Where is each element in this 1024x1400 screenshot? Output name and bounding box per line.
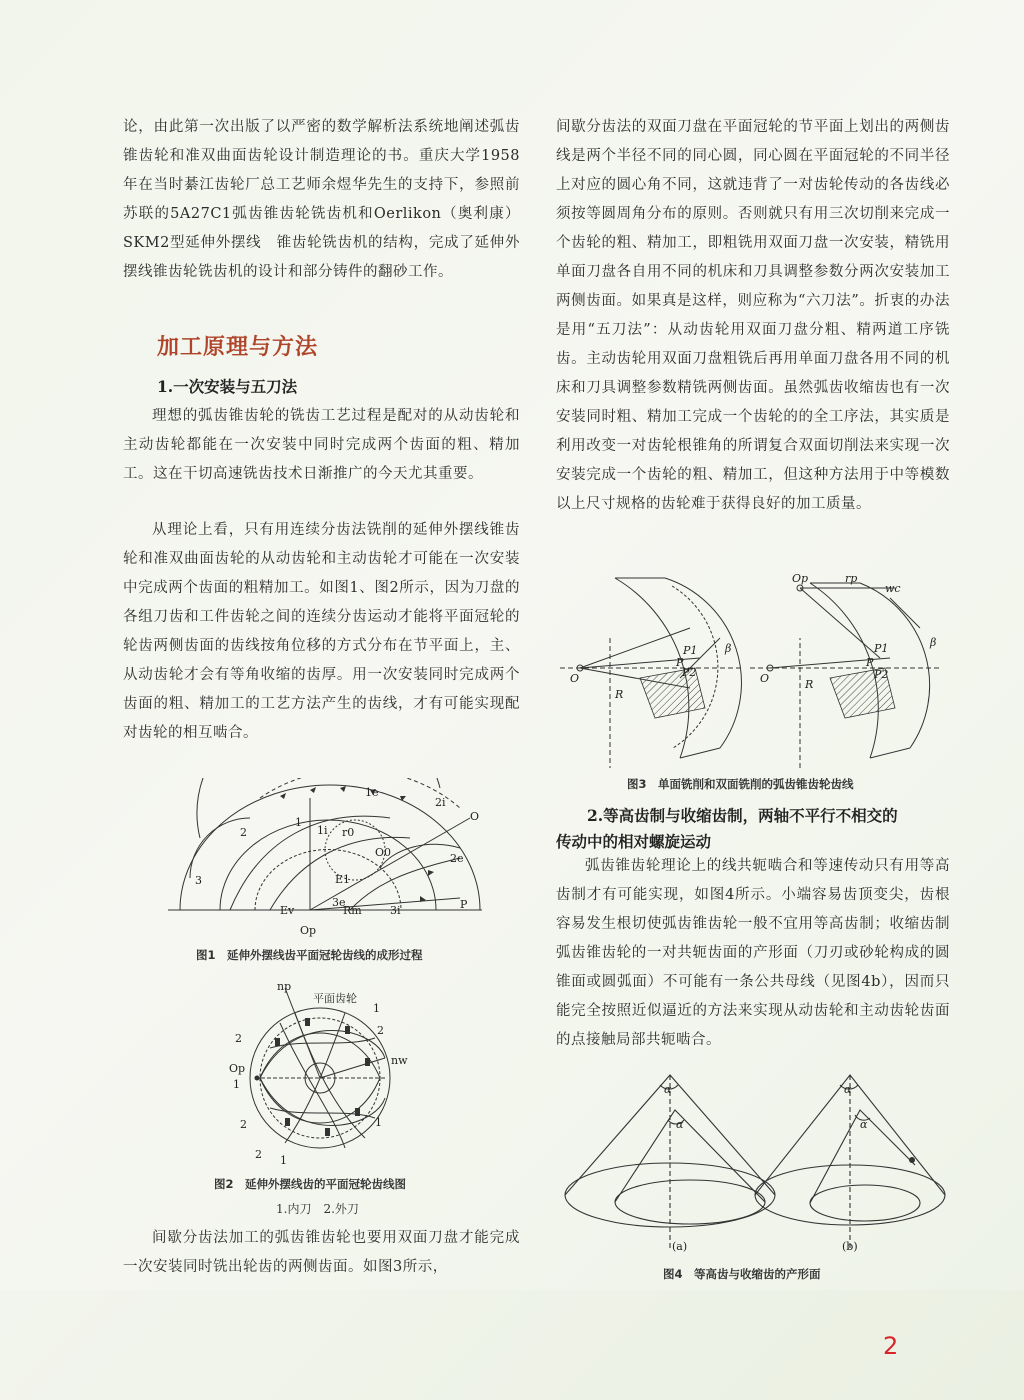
fig2-label: 2 (240, 1118, 247, 1131)
fig3-label: R (615, 688, 624, 701)
fig2-label: 1 (373, 1002, 380, 1015)
fig1-label: 3 (195, 874, 202, 887)
fig2-label: 1 (280, 1154, 287, 1167)
fig3-label: Op (792, 572, 809, 585)
figure-3-caption: 图3 单面铣削和双面铣削的弧齿锥齿轮齿线 (627, 777, 854, 791)
fig4-alpha: α (860, 1118, 868, 1131)
fig1-label: 1i (317, 824, 328, 837)
subsection-1-title: 1.一次安装与五刀法 (157, 377, 298, 396)
figure-4-caption: 图4 等高齿与收缩齿的产形面 (663, 1267, 821, 1281)
fig1-label: 1 (295, 816, 302, 829)
fig4-label-a: (a) (672, 1240, 688, 1253)
right-paragraph-1: 间歇分齿法的双面刀盘在平面冠轮的节平面上划出的两侧齿线是两个半径不同的同心圆，同心圆在平面冠轮的不同半径上对应的圆心角不同，这就违背了一对齿轮传动的各齿线必须按等圆周角分布的原则。否则就只有用三次切削来完成一个齿轮的粗、精加工，即粗铣用双面刀盘一次安装，精铣用单面刀盘各自用不同的机床和刀具调整参数分两次安装加工两侧齿面。如果真是这样，则应称为“六刀法”。折衷的办法是用“五刀法”：从动齿轮用双面刀盘分粗、精两道工序铣齿。主动齿轮用双面刀盘粗铣后再用单面刀盘各用不同的机床和刀具调整参数精铣两侧齿面。虽然弧齿收缩齿也有一次安装同时粗、精加工完成一个齿轮的的全工序法，其实质是利用改变一对齿轮根锥角的所谓复合双面切削法来实现一次安装完成一个齿轮的粗、精加工，但这种方法用于中等模数以上尺寸规格的齿轮难于获得良好的加工质量。 (556, 119, 950, 512)
figure-3-diagram (560, 568, 950, 768)
fig1-label: E1 (335, 873, 351, 886)
figure-4-diagram (560, 1060, 950, 1260)
section-title: 加工原理与方法 (157, 334, 319, 360)
figure-1-caption: 图1 延伸外摆线齿平面冠轮齿线的成形过程 (196, 948, 423, 962)
fig3-label: P1 (874, 642, 889, 655)
fig1-label: O (470, 810, 480, 823)
page-number: 2 (883, 1332, 899, 1360)
fig3-label: β (930, 636, 937, 649)
fig2-label: 2 (255, 1148, 262, 1161)
fig4-alpha: α (676, 1118, 684, 1131)
fig4-alpha: α (664, 1083, 672, 1096)
fig2-label: 平面齿轮 (313, 992, 357, 1005)
fig2-label: 2 (377, 1024, 384, 1037)
fig3-label: P2 (874, 668, 889, 681)
subsection-2-title-line-1: 2.等高齿制与收缩齿制，两轴不平行不相交的 (587, 806, 898, 825)
right-paragraph-2: 弧齿锥齿轮理论上的线共轭啮合和等速传动只有用等高齿制才有可能实现，如图4所示。小端容易齿顶变尖，齿根容易发生根切使弧齿锥齿轮一般不宜用等高齿制；收缩齿制弧齿锥齿轮的一对共轭齿面的产形面（刀刃或砂轮构成的圆锥面或圆弧面）不可能有一条公共母线（见图4b），因而只能完全按照近似逼近的方法来实现从动齿轮和主动齿轮齿面的点接触局部共轭啮合。 (556, 858, 950, 1048)
fig3-label: R (805, 678, 814, 691)
fig1-label: Ev (280, 904, 295, 917)
fig3-label: P1 (683, 644, 698, 657)
fig3-label: wc (885, 582, 901, 595)
figure-2-diagram (225, 978, 410, 1168)
fig1-label: 2e (450, 852, 464, 865)
fig2-label: 1 (233, 1078, 240, 1091)
left-paragraph-1: 理想的弧齿锥齿轮的铣齿工艺过程是配对的从动齿轮和主动齿轮都能在一次安装中同时完成两个齿面的粗、精加工。这在干切高速铣齿技术日渐推广的今天尤其重要。 (123, 408, 520, 482)
fig2-label: nw (391, 1054, 408, 1067)
fig3-label: β (725, 642, 732, 655)
fig2-label: 2 (235, 1032, 242, 1045)
fig3-label: O (760, 672, 770, 685)
fig1-label: P (460, 898, 468, 911)
fig1-label: Op (300, 924, 317, 937)
figure-2-caption: 图2 延伸外摆线齿的平面冠轮齿线图 (214, 1177, 406, 1191)
fig1-label: 3i (390, 904, 401, 917)
fig2-label: Op (229, 1062, 246, 1075)
figure-1-diagram (160, 778, 490, 938)
subsection-2-title-line-2: 传动中的相对螺旋运动 (556, 832, 712, 851)
fig1-label: 2i (435, 796, 446, 809)
intro-paragraph: 论，由此第一次出版了以严密的数学解析法系统地阐述弧齿锥齿轮和准双曲面齿轮设计制造理论的书。重庆大学1958年在当时綦江齿轮厂总工艺师余煜华先生的支持下，参照前苏联的5A27C1弧齿锥齿轮铣齿机和Oerlikon（奥利康）SKM2型延伸外摆线 锥齿轮铣齿机的结构，完成了延伸外摆线锥齿轮铣齿机的设计和部分铸件的翻砂工作。 (123, 119, 520, 280)
fig1-label: O0 (375, 846, 392, 859)
fig4-label-b: (b) (842, 1240, 858, 1253)
fig2-label: 1 (375, 1116, 382, 1129)
fig3-label: rp (845, 572, 858, 585)
figure-2-subcaption: 1.内刀 2.外刀 (276, 1202, 359, 1216)
fig1-label: 1e (365, 786, 379, 799)
fig1-label: 2 (240, 826, 247, 839)
fig1-label: r0 (342, 826, 355, 839)
fig4-alpha: α (844, 1083, 852, 1096)
left-paragraph-3: 间歇分齿法加工的弧齿锥齿轮也要用双面刀盘才能完成一次安装同时铣出轮齿的两侧齿面。如图3所示， (123, 1230, 520, 1275)
fig3-label: P (866, 656, 874, 669)
fig1-label: 3e (332, 896, 346, 909)
fig3-label: P2 (682, 666, 697, 679)
fig2-label: np (277, 980, 292, 993)
fig3-label: O (570, 672, 580, 685)
fig3-label: P (676, 656, 684, 669)
left-paragraph-2: 从理论上看，只有用连续分齿法铣削的延伸外摆线锥齿轮和准双曲面齿轮的从动齿轮和主动齿轮才可能在一次安装中完成两个齿面的粗精加工。如图1、图2所示，因为刀盘的各组刀齿和工件齿轮之间的连续分齿运动才能将平面冠轮的轮齿两侧齿面的齿线按角位移的方式分布在节平面上，主、从动齿轮才会有等角收缩的齿厚。用一次安装同时完成两个齿面的粗、精加工的工艺方法产生的齿线，才有可能实现配对齿轮的相互啮合。 (123, 522, 520, 741)
fig1-label: Rm (343, 904, 362, 917)
